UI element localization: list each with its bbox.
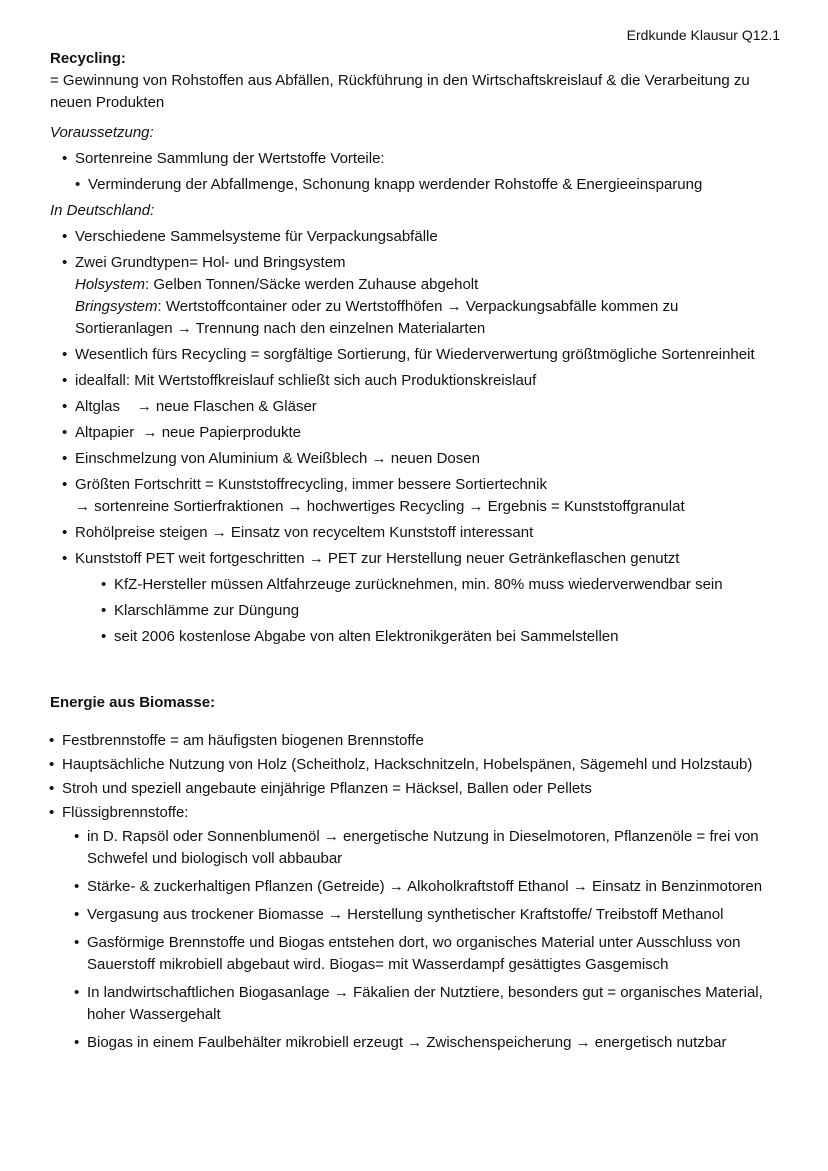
- list-item-text: Flüssigbrennstoffe:: [62, 804, 189, 821]
- list-item-text: Klarschlämme zur Düngung: [114, 602, 300, 619]
- list-item: [75, 548, 780, 570]
- list-item: [75, 422, 780, 444]
- list-item-continuation: → sortenreine Sortierfraktionen → hochwertiges Recycling → Ergebnis = Kunststoffgranulat: [75, 498, 685, 515]
- list-item-text: Sortenreine Sammlung der Wertstoffe Vorteile:: [75, 150, 385, 167]
- biomasse-list: [50, 730, 780, 824]
- list-item: [114, 574, 780, 596]
- holsystem-label: Holsystem: [75, 276, 146, 293]
- list-item-text: Hauptsächliche Nutzung von Holz (Scheitholz, Hackschnitzeln, Hobelspänen, Sägemehl und Holzstaub): [62, 756, 753, 773]
- list-item: [87, 876, 787, 898]
- list-item-text: Verminderung der Abfallmenge, Schonung knapp werdender Rohstoffe & Energieeinsparung: [88, 176, 703, 193]
- voraussetzung-list: [50, 148, 780, 170]
- list-item: [87, 1032, 787, 1054]
- list-item: [87, 982, 787, 1026]
- section-title-recycling: Recycling:: [50, 50, 126, 67]
- list-item: [75, 522, 780, 544]
- pet-sublist: [50, 574, 780, 648]
- list-item: [75, 396, 780, 418]
- list-item-text: Stroh und speziell angebaute einjährige Pflanzen = Häcksel, Ballen oder Pellets: [62, 780, 592, 797]
- list-item-text: Altpapier → neue Papierprodukte: [75, 424, 301, 441]
- list-item: [88, 174, 780, 196]
- list-item-text: in D. Rapsöl oder Sonnenblumenöl → energetische Nutzung in Dieselmotoren, Pflanzenöle = frei von Schwefel und biologisch voll abbaubar: [87, 828, 759, 867]
- list-item-text: Zwei Grundtypen= Hol- und Bringsystem: [75, 254, 346, 271]
- document-body: [50, 48, 780, 1060]
- label-in-deutschland: In Deutschland:: [50, 202, 155, 219]
- list-item-text: Rohölpreise steigen → Einsatz von recyceltem Kunststoff interessant: [75, 524, 534, 541]
- bringsystem-text: : Wertstoffcontainer oder zu Wertstoffhöfen → Verpackungsabfälle kommen zu Sortieranlagen → Trennung nach den einzelnen Materialarten: [75, 298, 679, 337]
- list-item: [75, 448, 780, 470]
- list-item-text: Gasförmige Brennstoffe und Biogas entstehen dort, wo organisches Material unter Ausschluss von Sauerstoff mikrobiell abgebaut wird. Biogas= mit Wasserdampf gesättigtes Gasgemisch: [87, 934, 741, 973]
- list-item-text: Kunststoff PET weit fortgeschritten → PET zur Herstellung neuer Getränkeflaschen genutzt: [75, 550, 680, 567]
- list-item: [114, 626, 780, 648]
- document-header: Erdkunde Klausur Q12.1: [626, 27, 780, 43]
- list-item-text: Biogas in einem Faulbehälter mikrobiell erzeugt → Zwischenspeicherung → energetisch nutzbar: [87, 1034, 727, 1051]
- list-item: [87, 932, 787, 976]
- list-item: [87, 826, 787, 870]
- list-item: [75, 344, 780, 366]
- holsystem-text: : Gelben Tonnen/Säcke werden Zuhause abgeholt: [145, 276, 479, 293]
- list-item: [75, 252, 780, 340]
- bringsystem-label: Bringsystem: [75, 298, 158, 315]
- list-item: [62, 778, 780, 800]
- list-item: [62, 730, 780, 752]
- list-item: [62, 754, 780, 776]
- list-item-text: Einschmelzung von Aluminium & Weißblech → neuen Dosen: [75, 450, 480, 467]
- list-item-text: Verschiedene Sammelsysteme für Verpackungsabfälle: [75, 228, 438, 245]
- list-item-text: Stärke- & zuckerhaltigen Pflanzen (Getreide) → Alkoholkraftstoff Ethanol → Einsatz in Benzinmotoren: [87, 878, 763, 895]
- list-item-text: idealfall: Mit Wertstoffkreislauf schließt sich auch Produktionskreislauf: [75, 372, 537, 389]
- section-title-biomasse: Energie aus Biomasse:: [50, 694, 216, 711]
- list-item-text: Größten Fortschritt = Kunststoffrecycling, immer bessere Sortiertechnik: [75, 476, 547, 493]
- list-item: [75, 474, 780, 518]
- label-voraussetzung: Voraussetzung:: [50, 124, 154, 141]
- list-item-text: Altglas → neue Flaschen & Gläser: [75, 398, 317, 415]
- list-item: [62, 802, 780, 824]
- recycling-definition: = Gewinnung von Rohstoffen aus Abfällen, Rückführung in den Wirtschaftskreislauf & die Verarbeitung zu neuen Produkten: [50, 72, 750, 111]
- list-item-text: Wesentlich fürs Recycling = sorgfältige Sortierung, für Wiederverwertung größtmögliche Sortenreinheit: [75, 346, 755, 363]
- list-item-text: Festbrennstoffe = am häufigsten biogenen Brennstoffe: [62, 732, 424, 749]
- list-item-text: Vergasung aus trockener Biomasse → Herstellung synthetischer Kraftstoffe/ Treibstoff Methanol: [87, 906, 724, 923]
- list-item: [87, 904, 787, 926]
- voraussetzung-sublist: [50, 174, 780, 196]
- list-item: [114, 600, 780, 622]
- list-item: [75, 226, 780, 248]
- list-item-text: seit 2006 kostenlose Abgabe von alten Elektronikgeräten bei Sammelstellen: [114, 628, 619, 645]
- list-item: [75, 370, 780, 392]
- list-item: [75, 148, 780, 170]
- deutschland-list: [50, 226, 780, 570]
- list-item-text: In landwirtschaftlichen Biogasanlage → Fäkalien der Nutztiere, besonders gut = organisches Material, hoher Wassergehalt: [87, 984, 763, 1023]
- list-item-text: KfZ-Hersteller müssen Altfahrzeuge zurücknehmen, min. 80% muss wiederverwendbar sein: [114, 576, 723, 593]
- biomasse-sublist: [50, 826, 787, 1054]
